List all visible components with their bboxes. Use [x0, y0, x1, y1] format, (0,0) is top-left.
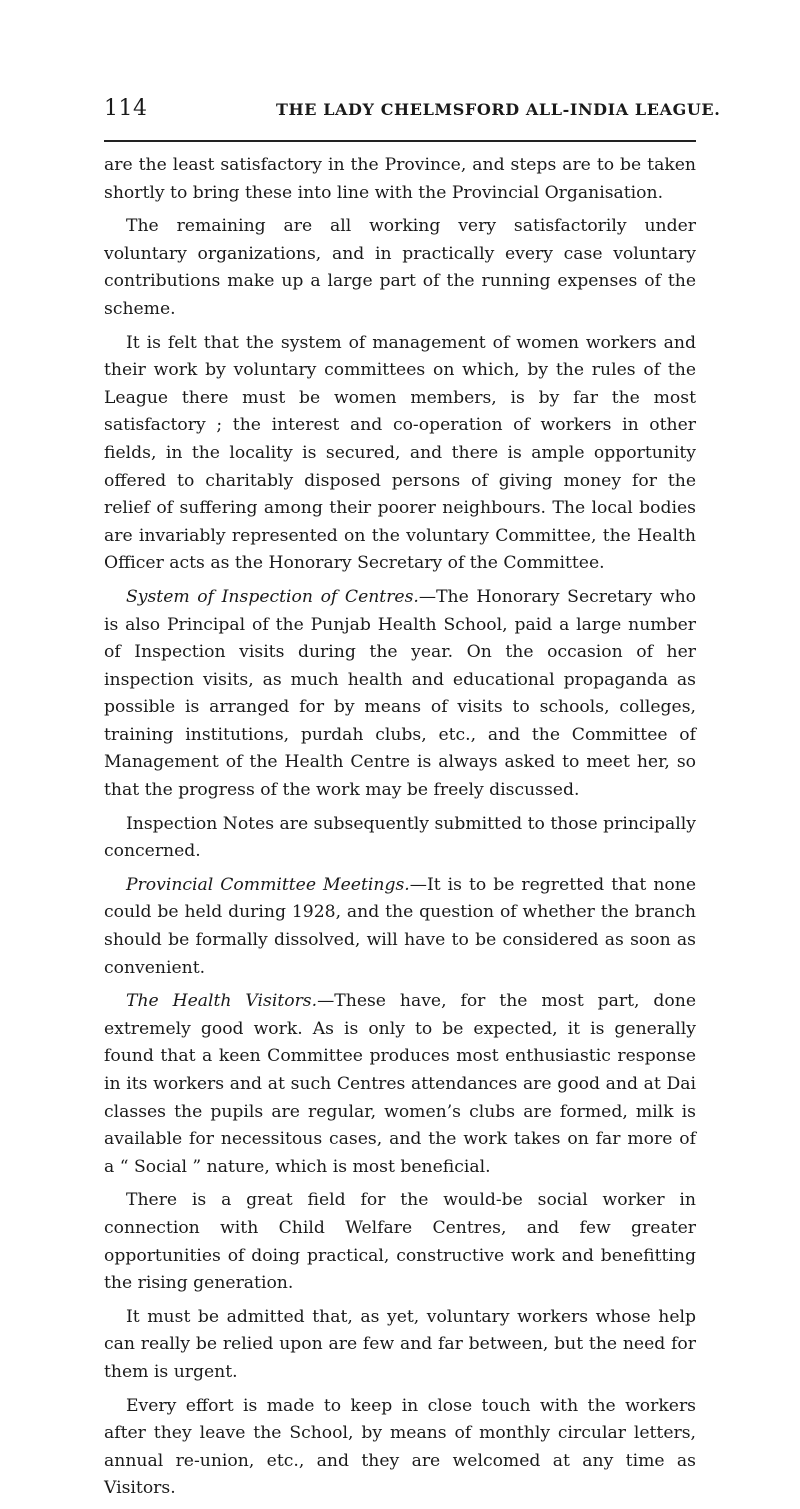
paragraph: [104, 213, 696, 323]
paragraph: [104, 872, 696, 982]
page-header: [104, 96, 721, 126]
paragraph: [104, 152, 696, 207]
section-heading: System of Inspection of Centres.: [126, 586, 419, 607]
paragraph-text: —These have, for the most part, done extremely good work. As is only to be expected, it is generally found that a keen Committee produces most enthusiastic response in its workers and at such Centres attendances are good and at Dai classes the pupils are regular, women’s clubs are formed, milk is available for necessitous cases, and the work takes on far more of a “ Social ” nature, which is most beneficial.: [104, 991, 696, 1177]
paragraph: [104, 811, 696, 866]
paragraph-text: It must be admitted that, as yet, voluntary workers whose help can really be relied upon are few and far between, but the need for them is urgent.: [104, 1306, 696, 1382]
paragraph-text: Inspection Notes are subsequently submitted to those principally concerned.: [104, 813, 696, 862]
running-head: THE LADY CHELMSFORD ALL-INDIA LEAGUE.: [276, 100, 721, 119]
paragraph-text: —It is to be regretted that none could be held during 1928, and the question of whether the branch should be formally dissolved, will have to be considered as soon as convenient.: [104, 874, 696, 978]
body-text: [104, 152, 696, 1509]
paragraph: [104, 1304, 696, 1387]
paragraph: [104, 330, 696, 578]
paragraph-text: There is a great field for the would-be social worker in connection with Child Welfare Centres, and few greater opportunities of doing practical, constructive work and benefitting the rising generation.: [104, 1190, 696, 1294]
paragraph-text: are the least satisfactory in the Province, and steps are to be taken shortly to bring these into line with the Provincial Organisation.: [104, 155, 696, 203]
paragraph-text: The remaining are all working very satisfactorily under voluntary organizations, and in practically every case voluntary contributions make up a large part of the running expenses of the scheme.: [104, 216, 696, 319]
section-heading: Provincial Committee Meetings.: [126, 874, 410, 895]
paragraph-text: Every effort is made to keep in close touch with the workers after they leave the School, by means of monthly circular letters, annual re-union, etc., and they are welcomed at any time as Visitors.: [104, 1395, 696, 1499]
paragraph-text: —The Honorary Secretary who is also Principal of the Punjab Health School, paid a large number of Inspection visits during the year. On the occasion of her inspection visits, as much health and educational propaganda as possible is arranged for by means of visits to schools, colleges, training institutions, purdah clubs, etc., and the Committee of Management of the Health Centre is always asked to meet her, so that the progress of the work may be freely discussed.: [104, 586, 696, 801]
paragraph-text: It is felt that the system of management of women workers and their work by voluntary committees on which, by the rules of the League there must be women members, is by far the most satisfactory ; the interest and co-operation of workers in other fields, in the locality is secured, and there is ample opportunity offered to charitably disposed persons of giving money for the relief of suffering among their poorer neighbours. The local bodies are invariably represented on the voluntary Committee, the Health Officer acts as the Honorary Secretary of the Committee.: [104, 332, 696, 574]
paragraph: [104, 584, 696, 805]
section-heading: The Health Visitors.: [126, 991, 318, 1012]
paragraph: [104, 1187, 696, 1297]
page-number: 114: [104, 96, 148, 121]
paragraph: [104, 1393, 696, 1503]
paragraph: [104, 988, 696, 1181]
header-rule: [104, 140, 696, 142]
